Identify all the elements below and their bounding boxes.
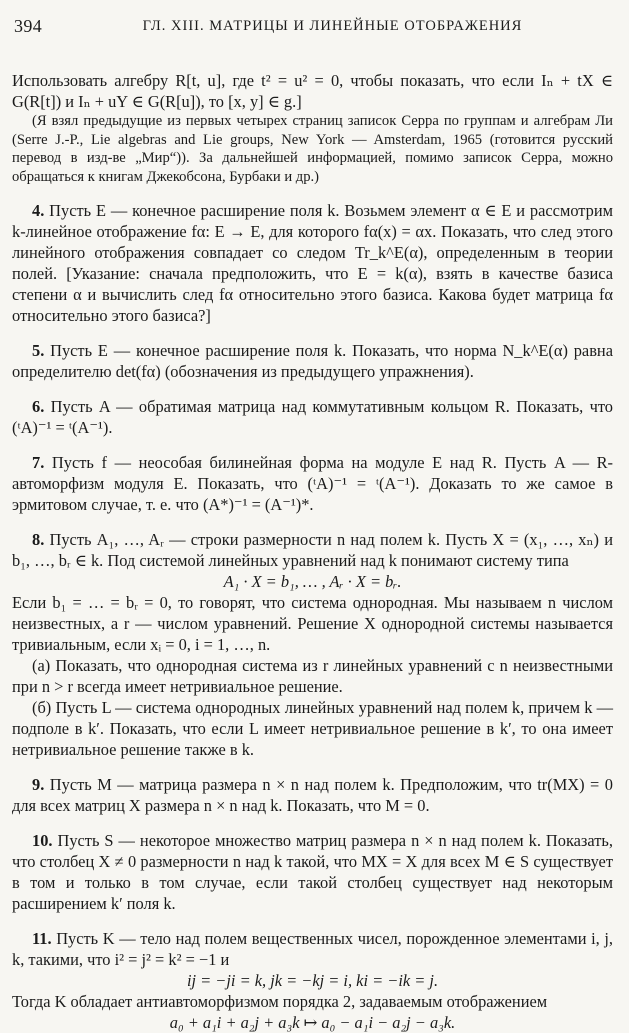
exercise-number: 8.: [32, 530, 45, 549]
spacer: [12, 816, 613, 830]
exercise-text: Пусть f — неособая билинейная форма на модуле E над R. Пусть A — R-автоморфизм модуля E. Показать, что (ᵗA)⁻¹ = ᵗ(A⁻¹). Доказать то же самое в эрмитовом случае, т. е. что (A*)⁻¹ = (A⁻¹)*.: [12, 453, 613, 514]
spacer: [12, 760, 613, 774]
subitem-paragraph: (б) Пусть L — система однородных линейных уравнений над полем k, причем k — подполе в k′. Показать, что если L имеет нетривиальное решение в k′, то она имеет нетривиальное решение также в k.: [12, 698, 613, 759]
chapter-title: ГЛ. XIII. МАТРИЦЫ И ЛИНЕЙНЫЕ ОТОБРАЖЕНИЯ: [142, 18, 523, 34]
remark-paragraph: (Я взял предыдущие из первых четырех страниц записок Серра по группам и алгебрам Ли (Serre J.-P., Lie algebras and Lie groups, New York — Amsterdam, 1965 (готовится русский перевод в изд-ве „Мир“)). За дальнейшей информацией, помимо записок Серра, можно обращаться к книгам Джекобсона, Бурбаки и др.): [12, 113, 613, 185]
display-equation: ij = −ji = k, jk = −kj = i, ki = −ik = j.: [186, 971, 439, 990]
exercise-paragraph: [12, 774, 613, 816]
exercise-number: 9.: [32, 775, 45, 794]
exercise-text: Пусть K — тело над полем вещественных чисел, порожденное элементами i, j, k, такими, что i² = j² = k² = −1 и: [12, 929, 613, 969]
exercise-text: Пусть A₁, …, Aᵣ — строки размерности n над полем k. Пусть X = (x₁, …, xₙ) и b₁, …, bᵣ ∈ k. Под системой линейных уравнений над k понимают систему типа: [12, 530, 613, 570]
subitem-paragraph: (а) Показать, что однородная система из r линейных уравнений с n неизвестными при n > r всегда имеет нетривиальное решение.: [12, 656, 613, 696]
spacer: [12, 515, 613, 529]
text-paragraph: Тогда K обладает антиавтоморфизмом порядка 2, задаваемым отображением: [12, 992, 548, 1011]
exercise-text: Пусть A — обратимая матрица над коммутативным кольцом R. Показать, что (ᵗA)⁻¹ = ᵗ(A⁻¹).: [12, 397, 613, 437]
display-equation: A₁ · X = b₁, … , Aᵣ · X = bᵣ.: [223, 572, 402, 591]
exercise-paragraph: [12, 340, 613, 382]
exercise-paragraph: [12, 830, 613, 914]
text-paragraph: Использовать алгебру R[t, u], где t² = u² = 0, чтобы показать, что если Iₙ + tX ∈ G(R[t]) и Iₙ + uY ∈ G(R[u]), то [x, y] ∈ g.]: [12, 71, 613, 111]
page-body: [12, 70, 613, 1033]
exercise-text: Пусть E — конечное расширение поля k. Возьмем элемент α ∈ E и рассмотрим k-линейное отображение fα: E → E, для которого fα(x) = αx. Показать, что след этого линейного отображения совпадает со следом Tr_k^E(α), определенным в теории полей. [Указание: сначала предположить, что E = k(α), взять в качестве базиса степени α и вычислить след fα относительно этого базиса. Какова будет матрица fα относительно этого базиса?]: [12, 201, 613, 325]
exercise-number: 4.: [32, 201, 45, 220]
spacer: [12, 326, 613, 340]
exercise-paragraph: [12, 529, 613, 571]
spacer: [12, 382, 613, 396]
exercise-text: Пусть E — конечное расширение поля k. Показать, что норма N_k^E(α) равна определителю det(fα) (обозначения из предыдущего упражнения).: [12, 341, 613, 381]
display-equation: a₀ + a₁i + a₂j + a₃k ↦ a₀ − a₁i − a₂j − a₃k.: [169, 1013, 456, 1032]
exercise-paragraph: [12, 928, 613, 970]
exercise-text: Пусть M — матрица размера n × n над полем k. Предположим, что tr(MX) = 0 для всех матриц X размера n × n над k. Показать, что M = 0.: [12, 775, 613, 815]
page-number: 394: [14, 16, 43, 36]
spacer: [12, 186, 613, 200]
exercise-number: 5.: [32, 341, 45, 360]
exercise-number: 11.: [32, 929, 52, 948]
exercise-text: Пусть S — некоторое множество матриц размера n × n над полем k. Показать, что столбец X ≠ 0 размерности n над k такой, что MX = X для всех M ∈ S существует в том и только в том случае, если такой столбец существует над некоторым расширением k′ поля k.: [12, 831, 613, 913]
exercise-paragraph: [12, 200, 613, 326]
spacer: [12, 914, 613, 928]
text-paragraph: Если b₁ = … = bᵣ = 0, то говорят, что система однородная. Мы называем n числом неизвестных, a r — числом уравнений. Решение X однородной системы называется тривиальным, если xᵢ = 0, i = 1, …, n.: [12, 593, 613, 654]
exercise-number: 10.: [32, 831, 53, 850]
exercise-number: 6.: [32, 397, 45, 416]
exercise-paragraph: [12, 452, 613, 515]
spacer: [12, 438, 613, 452]
exercise-number: 7.: [32, 453, 45, 472]
running-header: [12, 10, 613, 40]
exercise-paragraph: [12, 396, 613, 438]
